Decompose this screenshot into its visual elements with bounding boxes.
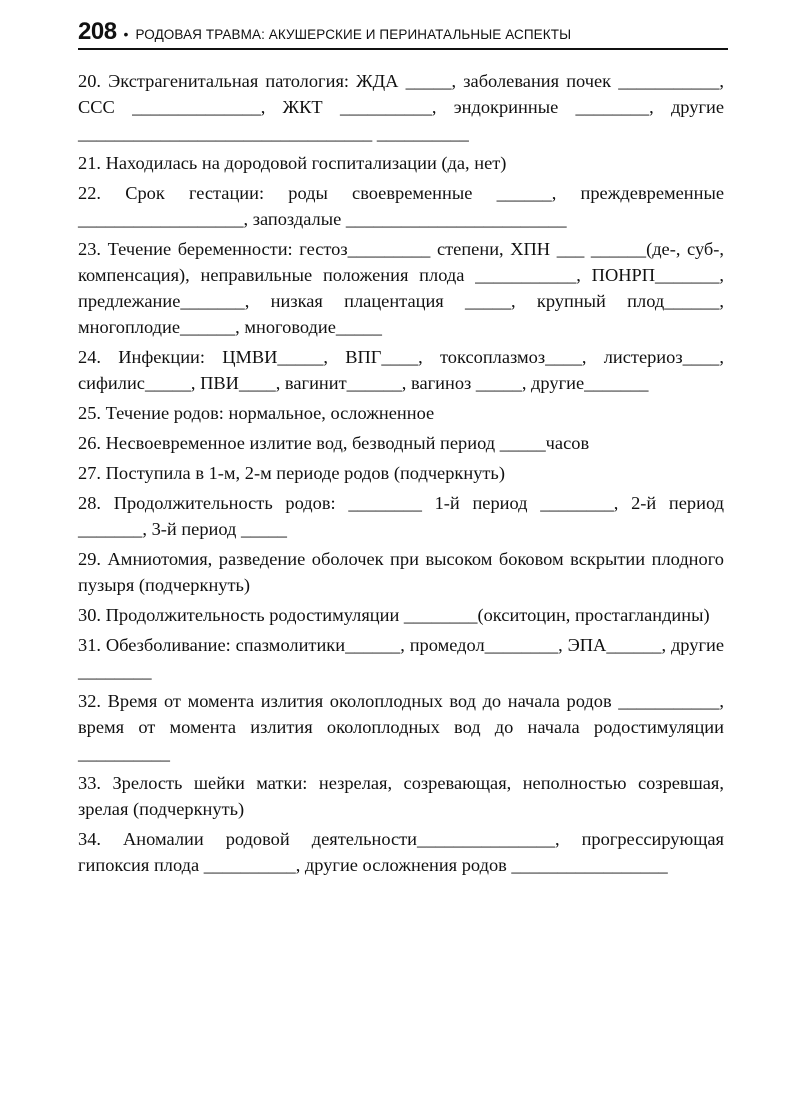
item-33 [78,770,724,822]
item-24 [78,344,724,396]
questionnaire-body [78,68,724,882]
item-number: 33. [78,773,101,793]
running-header [78,16,728,50]
item-number: 29. [78,549,101,569]
item-32 [78,688,724,766]
item-number: 31. [78,635,101,655]
item-29 [78,546,724,598]
item-34 [78,826,724,878]
item-text: Время от момента излития околоплодных вод до начала родов ___________, время от момента излития околоплодных вод до начала родостимуляции __________ [78,691,724,763]
item-number: 32. [78,691,101,711]
item-text: Экстрагенитальная патология: ЖДА _____, заболевания почек ___________, ССС ______________, ЖКТ __________, эндокринные ________, другие ________________________________ __________ [78,71,724,143]
item-number: 26. [78,433,101,453]
item-23 [78,236,724,340]
item-26 [78,430,724,456]
item-text: Течение беременности: гестоз_________ степени, ХПН ___ ______(де-, суб-, компенсация), неправильные положения плода ___________, ПОНРП_______, предлежание_______, низкая плацентация _____, крупный плод______, многоплодие______, многоводие_____ [78,239,724,337]
item-number: 25. [78,403,101,423]
item-number: 27. [78,463,101,483]
header-bullet: • [123,26,129,42]
item-text: Течение родов: нормальное, осложненное [105,403,435,423]
item-number: 22. [78,183,101,203]
item-text: Инфекции: ЦМВИ_____, ВПГ____, токсоплазмоз____, листериоз____, сифилис_____, ПВИ____, вагинит______, вагиноз _____, другие_______ [78,347,724,393]
item-20 [78,68,724,146]
item-31 [78,632,724,684]
item-number: 20. [78,71,101,91]
item-number: 34. [78,829,101,849]
running-title: РОДОВАЯ ТРАВМА: АКУШЕРСКИЕ И ПЕРИНАТАЛЬНЫЕ АСПЕКТЫ [135,27,572,42]
item-28 [78,490,724,542]
item-27 [78,460,724,486]
item-text: Находилась на дородовой госпитализации (да, нет) [105,153,507,173]
item-text: Срок гестации: роды своевременные ______, преждевременные __________________, запоздалые ________________________ [78,183,724,229]
item-21 [78,150,724,176]
item-text: Зрелость шейки матки: незрелая, созревающая, неполностью созревшая, зрелая (подчеркнуть) [78,773,724,819]
item-22 [78,180,724,232]
item-number: 23. [78,239,101,259]
item-30 [78,602,724,628]
item-25 [78,400,724,426]
page-number: 208 [78,18,117,45]
item-text: Продолжительность родов: ________ 1-й период ________, 2-й период _______, 3-й период _____ [78,493,724,539]
item-text: Амниотомия, разведение оболочек при высоком боковом вскрытии плодного пузыря (подчеркнуть) [78,549,724,595]
item-number: 30. [78,605,101,625]
item-text: Обезболивание: спазмолитики______, промедол________, ЭПА______, другие ________ [78,635,724,681]
item-number: 21. [78,153,101,173]
item-text: Поступила в 1-м, 2-м периоде родов (подчеркнуть) [105,463,505,483]
item-number: 28. [78,493,101,513]
item-text: Аномалии родовой деятельности_______________, прогрессирующая гипоксия плода __________, другие осложнения родов _________________ [78,829,724,875]
item-text: Несвоевременное излитие вод, безводный период _____часов [105,433,590,453]
item-number: 24. [78,347,101,367]
item-text: Продолжительность родостимуляции ________(окситоцин, простагландины) [105,605,710,625]
